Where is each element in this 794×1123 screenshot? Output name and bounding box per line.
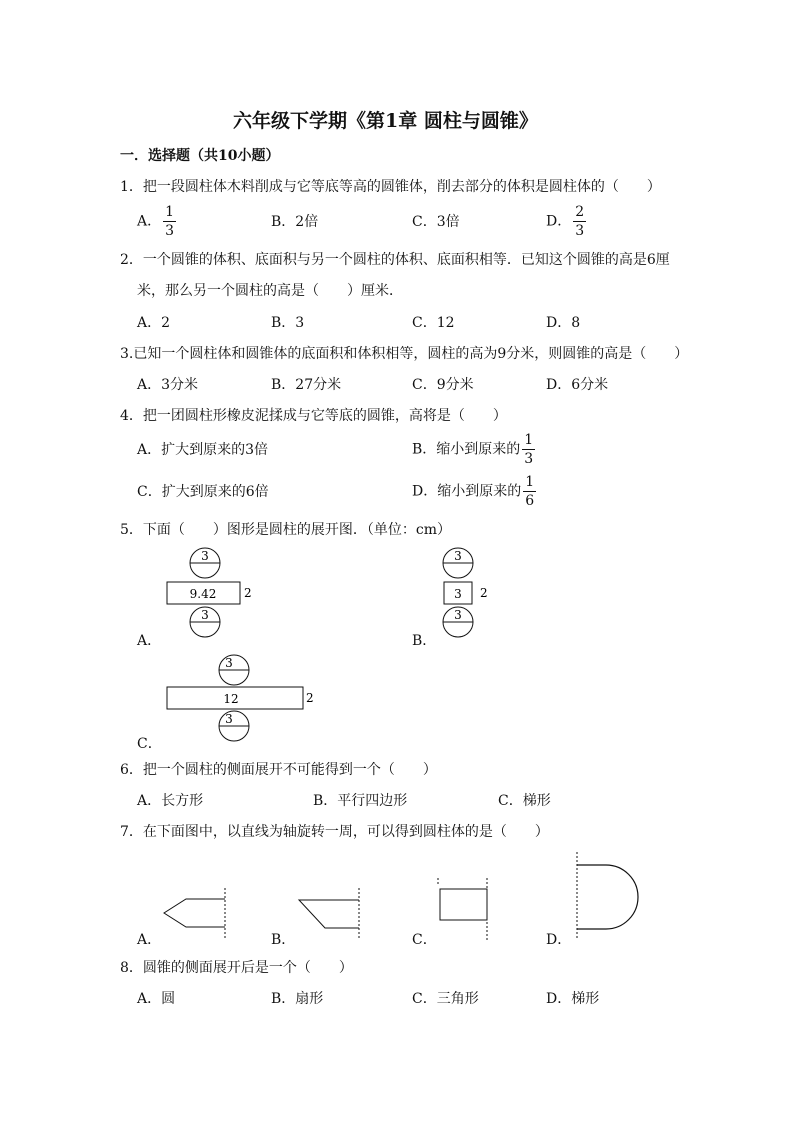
fraction: $\frac{1}{3}$ <box>524 432 534 467</box>
question-6-stem: 6．把一个圆柱的侧面展开不可能得到一个（ ） <box>120 762 437 778</box>
q2-option-d[interactable]: D．8 <box>546 315 581 331</box>
rotation-figure-c <box>435 875 495 945</box>
q6-option-b[interactable]: B．平行四边形 <box>313 793 408 809</box>
question-1-stem: 1．把一段圆柱体木料削成与它等底等高的圆锥体，削去部分的体积是圆柱体的（ ） <box>120 179 661 195</box>
option-label: A． <box>137 213 162 230</box>
option-label: D．缩小到原来的 <box>412 483 522 500</box>
q3-option-b[interactable]: B．27分米 <box>271 377 342 393</box>
question-3-stem: 3.已知一个圆柱体和圆锥体的底面积和体积相等，圆柱的高为9分米，则圆锥的高是（ ） <box>120 346 689 362</box>
rotation-figure-b <box>295 885 365 945</box>
fig-b-rect-label: 3 <box>454 587 462 601</box>
q2-option-a[interactable]: A．2 <box>137 315 171 331</box>
q7-option-d[interactable]: D． <box>546 932 572 948</box>
fig-c-side-label: 2 <box>306 691 314 705</box>
q7-option-c[interactable]: C． <box>412 932 437 948</box>
fig-a-rect-label: 9.42 <box>189 587 217 601</box>
rotation-figure-a <box>160 885 235 945</box>
question-8-stem: 8．圆锥的侧面展开后是一个（ ） <box>120 960 353 976</box>
q3-option-d[interactable]: D．6分米 <box>546 377 609 393</box>
question-4-stem: 4．把一团圆柱形橡皮泥揉成与它等底的圆锥，高将是（ ） <box>120 408 507 424</box>
q7-option-b[interactable]: B． <box>271 932 296 948</box>
q4-option-d[interactable] <box>412 475 536 508</box>
q2-option-b[interactable]: B．3 <box>271 315 305 331</box>
fraction: $\frac{1}{6}$ <box>525 474 535 509</box>
page-title: 六年级下学期《第1章 圆柱与圆锥》 <box>233 110 538 132</box>
q4-option-b[interactable] <box>412 433 535 466</box>
fig-a-side-label: 2 <box>244 586 252 600</box>
fraction: $\frac{1}{3}$ <box>165 204 175 239</box>
option-label: B．缩小到原来的 <box>412 441 521 458</box>
cylinder-net-figure-b <box>435 545 505 640</box>
q6-option-c[interactable]: C．梯形 <box>498 793 551 809</box>
q1-option-a[interactable] <box>137 205 176 238</box>
fig-b-bottom-circle-label: 3 <box>454 608 462 622</box>
q7-option-a[interactable]: A． <box>137 932 162 948</box>
q8-option-a[interactable]: A．圆 <box>137 991 176 1007</box>
cylinder-net-figure-a <box>160 545 260 640</box>
fig-b-side-label: 2 <box>480 586 488 600</box>
q2-option-c[interactable]: C．12 <box>412 315 455 331</box>
question-7-stem: 7．在下面图中，以直线为轴旋转一周，可以得到圆柱体的是（ ） <box>120 824 549 840</box>
q1-option-b[interactable]: B．2倍 <box>271 214 319 230</box>
q1-option-d[interactable] <box>546 205 586 238</box>
fraction: $\frac{2}{3}$ <box>575 204 585 239</box>
q5-option-c[interactable]: C． <box>137 736 162 752</box>
fig-c-top-circle-label: 3 <box>225 656 233 670</box>
q8-option-d[interactable]: D．梯形 <box>546 991 600 1007</box>
q5-option-b[interactable]: B． <box>412 633 437 649</box>
fig-b-top-circle-label: 3 <box>454 549 462 563</box>
q4-option-c[interactable]: C．扩大到原来的6倍 <box>137 484 269 500</box>
q3-option-a[interactable]: A．3分米 <box>137 377 199 393</box>
q6-option-a[interactable]: A．长方形 <box>137 793 204 809</box>
q8-option-b[interactable]: B．扇形 <box>271 991 324 1007</box>
fig-c-rect-label: 12 <box>223 692 239 706</box>
question-5-stem: 5．下面（ ）图形是圆柱的展开图．（单位：cm） <box>120 522 452 538</box>
rotation-figure-d <box>570 850 650 945</box>
fig-a-bottom-circle-label: 3 <box>201 608 209 622</box>
q8-option-c[interactable]: C．三角形 <box>412 991 479 1007</box>
q5-option-a[interactable]: A． <box>137 633 162 649</box>
q3-option-c[interactable]: C．9分米 <box>412 377 474 393</box>
q1-option-c[interactable]: C．3倍 <box>412 214 460 230</box>
q4-option-a[interactable]: A．扩大到原来的3倍 <box>137 442 269 458</box>
question-2-stem-line2: 米，那么另一个圆柱的高是（ ）厘米． <box>137 283 403 299</box>
fig-a-top-circle-label: 3 <box>201 549 209 563</box>
question-2-stem-line1: 2．一个圆锥的体积、底面积与另一个圆柱的体积、底面积相等．已知这个圆锥的高是6厘 <box>120 252 670 268</box>
section-heading: 一．选择题（共10小题） <box>120 148 280 164</box>
option-label: D． <box>546 213 572 230</box>
fig-c-bottom-circle-label: 3 <box>225 712 233 726</box>
cylinder-net-figure-c <box>160 652 320 747</box>
